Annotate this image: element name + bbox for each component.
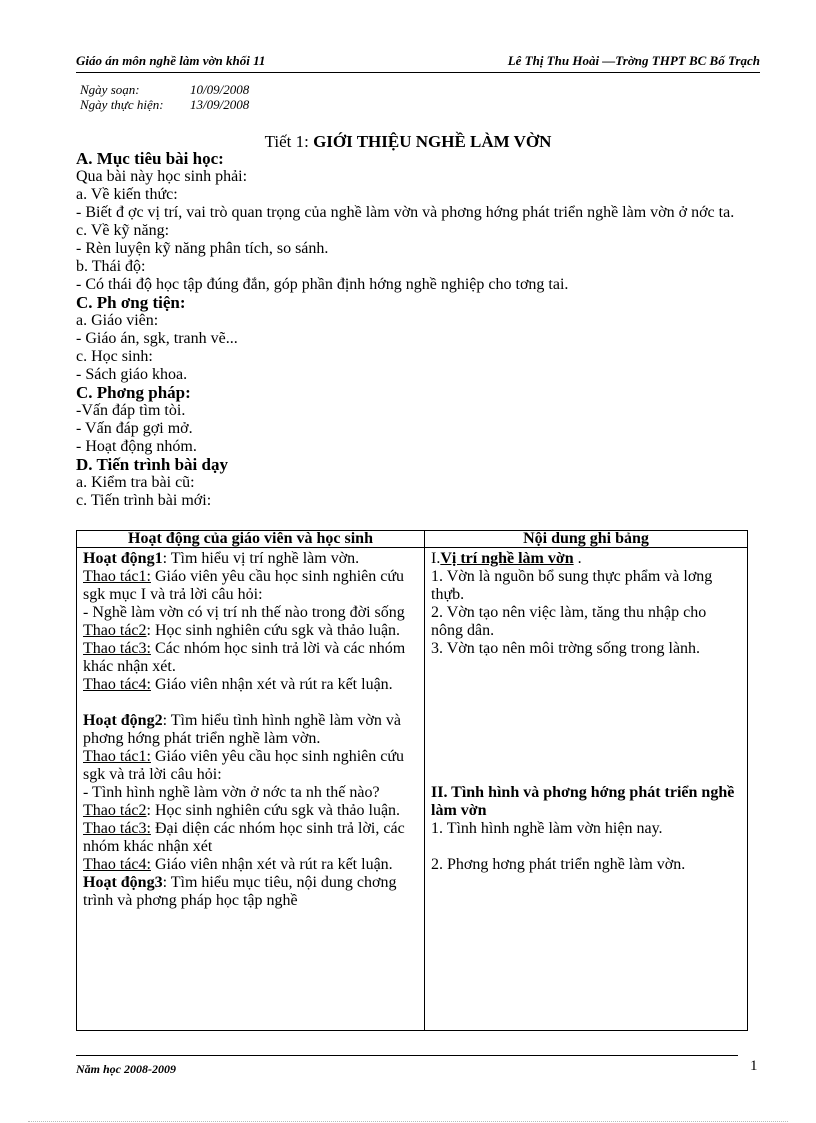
page-edge-divider bbox=[28, 1121, 788, 1122]
d-1: a. Kiểm tra bài cũ: bbox=[76, 474, 195, 491]
s1-item-3: 3. Vờn tạo nên môi trờng sống trong lành. bbox=[431, 640, 701, 657]
tt4-label: Thao tác4: bbox=[83, 676, 151, 693]
hd2-label: Hoạt động2 bbox=[83, 712, 163, 729]
title-main: GIỚI THIỆU NGHỀ LÀM VỜN bbox=[313, 132, 552, 151]
s2-item-1: 1. Tình hình nghề làm vờn hiện nay. bbox=[431, 820, 663, 837]
lesson-body bbox=[76, 150, 760, 510]
table-cell-left bbox=[77, 548, 425, 1031]
header-right: Lê Thị Thu Hoài —Trờng THPT BC Bố Trạch bbox=[507, 53, 760, 68]
tt4-text: Giáo viên nhận xét và rút ra kết luận. bbox=[150, 676, 393, 693]
table-head-left: Hoạt động của giáo viên và học sinh bbox=[77, 531, 425, 548]
tt23-label: Thao tác3: bbox=[83, 820, 151, 837]
thaido-1: - Có thái độ học tập đúng đắn, góp phần định hớng nghề nghiệp cho tơng tai. bbox=[76, 276, 569, 293]
s1-title: Vị trí nghề làm vờn bbox=[440, 550, 574, 567]
d-2: c. Tiến trình bài mới: bbox=[76, 492, 212, 509]
pp-1: -Vấn đáp tìm tòi. bbox=[76, 402, 186, 419]
s2-item-2: 2. Phơng hơng phát triển nghề làm vờn. bbox=[431, 856, 686, 873]
hs: c. Học sinh: bbox=[76, 348, 153, 365]
tt24-label: Thao tác4: bbox=[83, 856, 151, 873]
tt1-question: - Nghề làm vờn có vị trí nh thế nào trong đời sống bbox=[83, 604, 405, 621]
tt22-text: : Học sinh nghiên cứu sgk và thảo luận. bbox=[146, 802, 401, 819]
table-head-right: Nội dung ghi bảng bbox=[425, 531, 748, 548]
hs-1: - Sách giáo khoa. bbox=[76, 366, 188, 383]
date-thuchien-label: Ngày thực hiện: bbox=[80, 97, 164, 112]
heading-c: C. Ph ơng tiện: bbox=[76, 293, 186, 312]
s1-tail: . bbox=[573, 550, 582, 567]
page-header bbox=[76, 52, 760, 73]
hd2-text: : Tìm hiểu tình hình nghề làm vờn và phơng hớng phát triển nghề làm vờn. bbox=[83, 712, 401, 747]
tt3-text: Các nhóm học sinh trả lời và các nhóm khác nhận xét. bbox=[83, 640, 406, 675]
gv: a. Giáo viên: bbox=[76, 312, 159, 329]
tt23-text: Đại diện các nhóm học sinh trả lời, các nhóm khác nhận xét bbox=[83, 820, 405, 855]
s1-item-1: 1. Vờn là nguồn bổ sung thực phẩm và lơng thựb. bbox=[431, 568, 713, 603]
page-number: 1 bbox=[750, 1058, 758, 1074]
tt21-label: Thao tác1: bbox=[83, 748, 151, 765]
date-soan-label: Ngày soạn: bbox=[80, 82, 140, 97]
table-cell-right bbox=[425, 548, 748, 1031]
date-thuchien-value: 13/09/2008 bbox=[190, 97, 250, 112]
kynang: c. Về kỹ năng: bbox=[76, 222, 170, 239]
thaido: b. Thái độ: bbox=[76, 258, 146, 275]
heading-pp: C. Phơng pháp: bbox=[76, 383, 191, 402]
hd3-label: Hoạt động3 bbox=[83, 874, 163, 891]
pp-3: - Hoạt động nhóm. bbox=[76, 438, 197, 455]
kienthuc: a. Về kiến thức: bbox=[76, 186, 178, 203]
pp-2: - Vấn đáp gợi mở. bbox=[76, 420, 193, 437]
heading-d: D. Tiến trình bài dạy bbox=[76, 455, 228, 474]
heading-a: A. Mục tiêu bài học: bbox=[76, 149, 224, 168]
footer-text: Năm học 2008-2009 bbox=[76, 1062, 176, 1076]
tt1-label: Thao tác1: bbox=[83, 568, 151, 585]
intro: Qua bài này học sinh phải: bbox=[76, 168, 248, 185]
gv-1: - Giáo án, sgk, tranh vẽ... bbox=[76, 330, 238, 347]
tt2-text: : Học sinh nghiên cứu sgk và thảo luận. bbox=[146, 622, 401, 639]
date-soan-value: 10/09/2008 bbox=[190, 82, 250, 97]
hd1-text: : Tìm hiểu vị trí nghề làm vờn. bbox=[162, 550, 360, 567]
title-prefix: Tiết 1: bbox=[264, 132, 314, 151]
header-left: Giáo án môn nghề làm vờn khối 11 bbox=[76, 53, 266, 68]
kynang-1: - Rèn luyện kỹ năng phân tích, so sánh. bbox=[76, 240, 329, 257]
page-footer bbox=[76, 1055, 738, 1076]
tt24-text: Giáo viên nhận xét và rút ra kết luận. bbox=[150, 856, 393, 873]
s1-label: I. bbox=[431, 550, 441, 567]
s2-title: II. Tình hình và phơng hớng phát triển nghề làm vờn bbox=[431, 784, 735, 819]
tt21-text: Giáo viên yêu cầu học sinh nghiên cứu sgk và trả lời câu hỏi: bbox=[83, 748, 405, 783]
kienthuc-1: - Biết đ ợc vị trí, vai trò quan trọng của nghề làm vờn và phơng hớng phát triển nghề làm vờn ở nớc ta. bbox=[76, 204, 735, 221]
tt2-label: Thao tác2 bbox=[83, 622, 147, 639]
hd1-label: Hoạt động1 bbox=[83, 550, 163, 567]
tt21-question: - Tình hình nghề làm vờn ở nớc ta nh thế nào? bbox=[83, 784, 380, 801]
dates-block bbox=[80, 82, 249, 112]
tt22-label: Thao tác2 bbox=[83, 802, 147, 819]
lesson-table bbox=[76, 530, 748, 1031]
tt1-text: Giáo viên yêu cầu học sinh nghiên cứu sgk mục I và trả lời câu hỏi: bbox=[83, 568, 405, 603]
tt3-label: Thao tác3: bbox=[83, 640, 151, 657]
s1-item-2: 2. Vờn tạo nên việc làm, tăng thu nhập cho nông dân. bbox=[431, 604, 707, 639]
hd3-text: : Tìm hiểu mục tiêu, nội dung chơng trình và phơng pháp học tập nghề bbox=[83, 874, 397, 909]
